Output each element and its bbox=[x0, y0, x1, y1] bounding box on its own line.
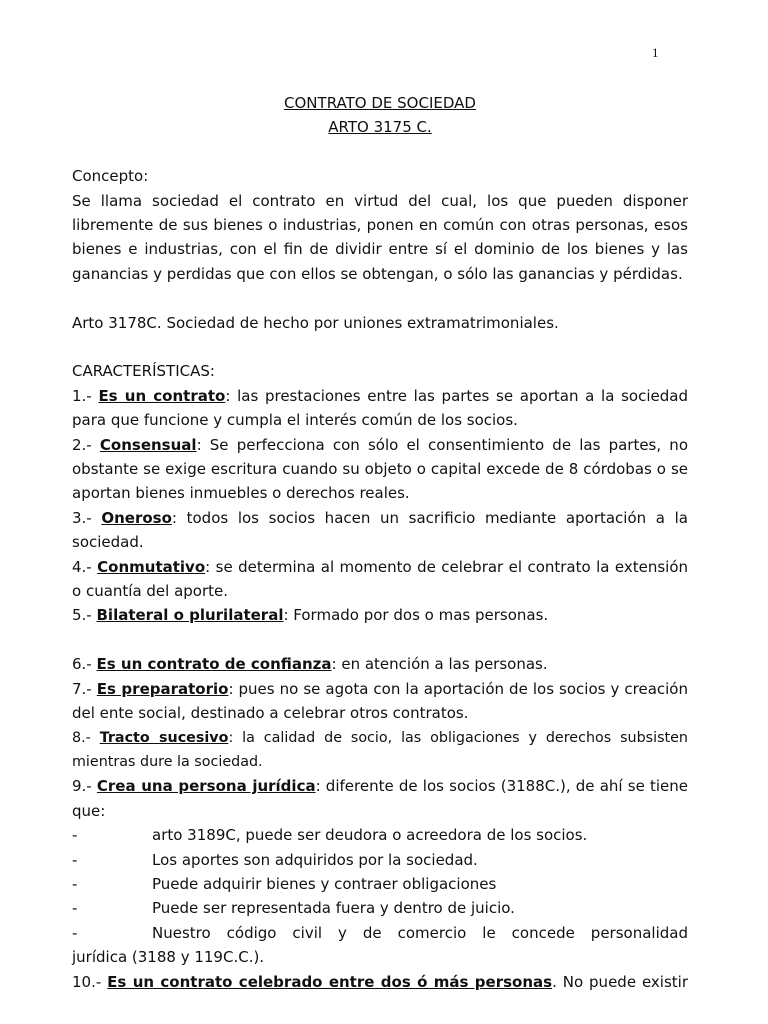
item-term: Crea una persona jurídica bbox=[96, 777, 316, 796]
sub-item-text: Puede ser representada fuera y dentro de juicio. bbox=[152, 899, 515, 918]
list-item-10 bbox=[72, 970, 688, 994]
item-number: 1.- bbox=[72, 386, 99, 405]
sub-item bbox=[72, 896, 688, 920]
item-number: 8.- bbox=[72, 729, 100, 746]
item-text: : Formado por dos o mas personas. bbox=[283, 606, 549, 625]
list-item-8 bbox=[72, 726, 688, 775]
item-number: 6.- bbox=[72, 655, 97, 674]
item-text: : la calidad de socio, las obligaciones y derechos subsisten mientras dure la sociedad. bbox=[72, 729, 688, 770]
item-text: : Se perfecciona con sólo el consentimiento de las partes, no obstante se exige escritura cuando su objeto o capital excede de 8 córdobas o se aportan bienes inmuebles o derechos reales. bbox=[72, 435, 688, 503]
item-text: : las prestaciones entre las partes se aportan a la sociedad para que funcione y cumpla el interés común de los socios. bbox=[72, 386, 688, 430]
caracteristicas-heading: CARACTERÍSTICAS: bbox=[72, 362, 215, 381]
item-text: . No puede existir bbox=[552, 972, 688, 991]
list-item-1 bbox=[72, 384, 688, 433]
dash-bullet: - bbox=[72, 826, 78, 845]
item-number: 7.- bbox=[72, 679, 97, 698]
page-number: 1 bbox=[652, 45, 659, 60]
item-term: Consensual bbox=[99, 435, 197, 454]
item-text: : pues no se agota con la aportación de los socios y creación del ente social, destinado a celebrar otros contratos. bbox=[72, 679, 688, 723]
dash-bullet: - bbox=[72, 899, 78, 918]
item-text: : se determina al momento de celebrar el contrato la extensión o cuantía del aporte. bbox=[72, 557, 689, 601]
list-item-4 bbox=[72, 555, 688, 604]
sub-item bbox=[72, 823, 688, 847]
concepto-text: Se llama sociedad el contrato en virtud del cual, los que pueden disponer libremente de sus bienes o industrias, ponen en común con otras personas, esos bienes e industrias, con el fin de dividir entre sí el dominio de los bienes y las ganancias y perdidas que con ellos se obtengan, o sólo las ganancias y pérdidas. bbox=[72, 191, 688, 283]
sub-item-text: arto 3189C, puede ser deudora o acreedora de los socios. bbox=[152, 826, 588, 845]
item-term: Es un contrato bbox=[98, 386, 226, 405]
dash-bullet: - bbox=[72, 850, 78, 869]
item-text: : diferente de los socios (3188C.), de ahí se tiene que: bbox=[72, 777, 688, 820]
sub-item bbox=[72, 872, 688, 896]
item-number: 5.- bbox=[72, 606, 97, 625]
item-number: 3.- bbox=[72, 508, 102, 527]
item-term: Es un contrato celebrado entre dos ó más personas bbox=[107, 972, 553, 991]
item-term: Tracto sucesivo bbox=[99, 729, 229, 746]
document-body bbox=[72, 91, 688, 994]
concepto-heading: Concepto: bbox=[72, 167, 149, 186]
sub-item bbox=[72, 921, 688, 945]
dash-bullet: - bbox=[72, 923, 78, 942]
document-title: CONTRATO DE SOCIEDAD bbox=[284, 94, 476, 112]
list-item-3 bbox=[72, 506, 688, 555]
item-term: Es preparatorio bbox=[96, 679, 229, 698]
item-term: Es un contrato de confianza bbox=[96, 655, 332, 674]
arto-3178-line: Arto 3178C. Sociedad de hecho por uniones extramatrimoniales. bbox=[72, 313, 559, 332]
list-item-6 bbox=[72, 652, 688, 676]
item-term: Conmutativo bbox=[97, 557, 206, 576]
item-text: : todos los socios hacen un sacrificio mediante aportación a la sociedad. bbox=[72, 508, 688, 552]
list-item-2 bbox=[72, 433, 688, 506]
item-term: Bilateral o plurilateral bbox=[96, 606, 284, 625]
item-number: 10.- bbox=[72, 972, 108, 991]
item-text: : en atención a las personas. bbox=[331, 655, 548, 674]
sub-item-text: Puede adquirir bienes y contraer obligaciones bbox=[152, 874, 497, 893]
list-item-5 bbox=[72, 603, 688, 627]
sub-item-continuation: jurídica (3188 y 119C.C.). bbox=[72, 948, 265, 967]
sub-item-text: Nuestro código civil y de comercio le concede personalidad bbox=[152, 923, 688, 942]
dash-bullet: - bbox=[72, 874, 78, 893]
sub-item-text: Los aportes son adquiridos por la sociedad. bbox=[152, 850, 478, 869]
item-number: 2.- bbox=[72, 435, 100, 454]
list-item-7 bbox=[72, 677, 688, 726]
item-number: 9.- bbox=[72, 777, 97, 796]
document-subtitle: ARTO 3175 C. bbox=[328, 118, 432, 137]
item-number: 4.- bbox=[72, 557, 98, 576]
item-term: Oneroso bbox=[101, 508, 172, 527]
list-item-9 bbox=[72, 774, 688, 823]
sub-item bbox=[72, 848, 688, 872]
